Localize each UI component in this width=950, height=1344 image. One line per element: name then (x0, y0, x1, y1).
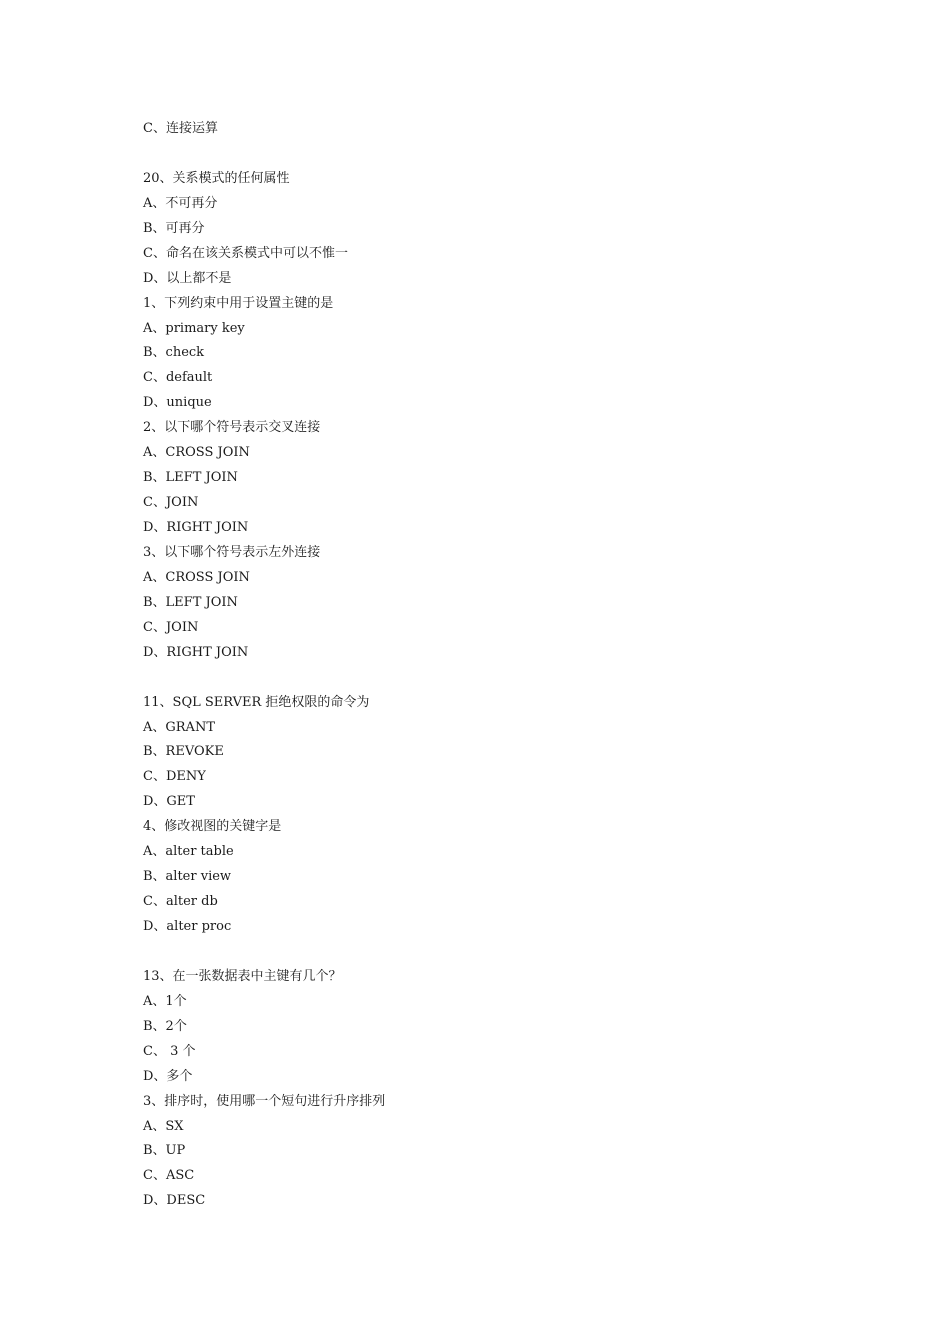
answer-option: D、DESC (143, 1193, 206, 1209)
answer-option: A、不可再分 (143, 195, 218, 211)
answer-option: C、 3 个 (143, 1043, 196, 1059)
answer-option: B、alter view (143, 869, 232, 885)
answer-option: B、LEFT JOIN (143, 470, 238, 486)
answer-option: A、GRANT (143, 719, 215, 735)
question-text: 11、SQL SERVER 拒绝权限的命令为 (143, 694, 370, 710)
answer-option: D、多个 (143, 1068, 193, 1084)
question-text: 3、以下哪个符号表示左外连接 (143, 544, 321, 560)
blank-line (143, 666, 843, 691)
answer-option: A、alter table (143, 844, 234, 860)
question-text: 13、在一张数据表中主键有几个？ (143, 968, 342, 984)
blank-line (143, 142, 843, 167)
answer-option: C、alter db (143, 894, 218, 910)
answer-option: B、可再分 (143, 220, 205, 236)
answer-option: A、1个 (143, 993, 187, 1009)
answer-option: D、GET (143, 794, 195, 810)
answer-option: C、default (143, 370, 213, 386)
answer-option: C、ASC (143, 1168, 195, 1184)
answer-option: D、RIGHT JOIN (143, 644, 249, 660)
document-body (143, 117, 843, 1214)
question-text: 3、排序时，使用哪一个短句进行升序排列 (143, 1093, 386, 1109)
answer-option: C、连接运算 (143, 121, 218, 136)
question-text: 20、关系模式的任何属性 (143, 170, 290, 186)
blank-line (143, 940, 843, 965)
answer-option: D、以上都不是 (143, 270, 232, 286)
answer-option: B、REVOKE (143, 744, 224, 760)
answer-option: B、UP (143, 1143, 186, 1159)
question-text: 1、下列约束中用于设置主键的是 (143, 295, 334, 311)
question-text: 2、以下哪个符号表示交叉连接 (143, 420, 321, 436)
answer-option: A、SX (143, 1118, 184, 1134)
answer-option: B、LEFT JOIN (143, 594, 238, 610)
answer-option: B、check (143, 345, 205, 361)
answer-option: C、命名在该关系模式中可以不惟一 (143, 245, 348, 261)
answer-option: D、alter proc (143, 919, 232, 934)
answer-option: C、JOIN (143, 619, 199, 635)
answer-option: A、CROSS JOIN (143, 445, 250, 461)
answer-option: C、JOIN (143, 495, 199, 511)
answer-option: D、unique (143, 395, 212, 411)
answer-option: D、RIGHT JOIN (143, 520, 249, 535)
answer-option: B、2个 (143, 1018, 187, 1034)
answer-option: A、CROSS JOIN (143, 569, 250, 585)
question-text: 4、修改视图的关键字是 (143, 819, 282, 835)
answer-option: C、DENY (143, 769, 206, 785)
answer-option: A、primary key (143, 320, 245, 336)
